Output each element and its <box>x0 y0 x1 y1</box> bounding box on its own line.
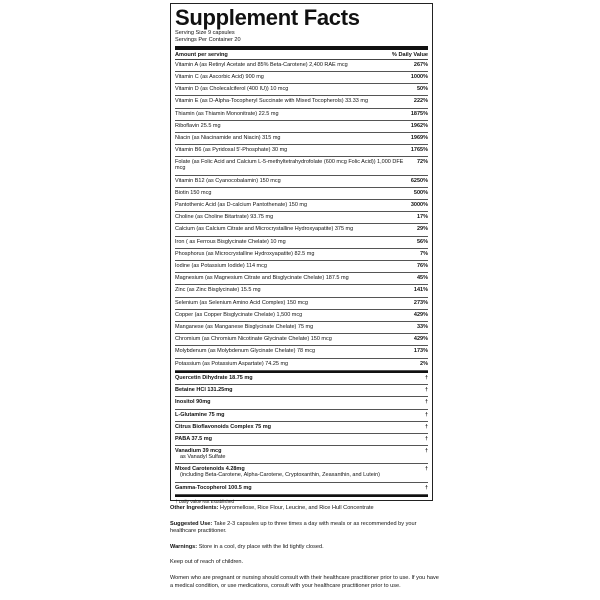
nutrient-name <box>175 190 411 196</box>
nutrient-row <box>175 72 428 84</box>
nutrient-name-text: Biotin 150 mcg <box>175 189 212 196</box>
nutrient-name <box>175 111 408 117</box>
other-ingredient-name-text: PABA 37.5 mg <box>175 435 212 442</box>
other-ingredient-sub-text: as Vanadyl Sulfate <box>180 454 226 461</box>
nutrient-name-text: Folate (as Folic Acid and Calcium L-5-methyltetrahydrofolate (600 mcg Folic Acid)) 1,000 DFE mcg <box>175 159 404 172</box>
nutrient-row <box>175 273 428 285</box>
panel-title: Supplement Facts <box>175 5 360 30</box>
nutrient-dv: 429% <box>413 311 428 318</box>
nutrient-row <box>175 145 428 157</box>
nutrient-name <box>175 159 414 171</box>
nutrient-name <box>175 239 414 245</box>
other-ingredient-name-text: Gamma-Tocopherol 100.5 mg <box>175 484 252 491</box>
other-ingredient-name <box>175 485 422 491</box>
nutrient-name-text: Calcium (as Calcium Citrate and Microcrystalline Hydroxyapatite) 375 mg <box>175 226 354 233</box>
other-ingredient-name-text: Citrus Bioflavonoids Complex 75 mg <box>175 423 271 430</box>
nutrient-name-text: Chromium (as Chromium Nicotinate Glycinate Chelate) 150 mcg <box>175 336 332 343</box>
nutrient-dv: 267% <box>413 61 428 68</box>
other-ingredient-name <box>175 399 422 405</box>
nutrient-row <box>175 224 428 236</box>
other-ingredient-name <box>175 424 422 430</box>
serving-size: Serving Size 9 capsules <box>175 30 235 36</box>
suggested-use-text: Take 2-3 capsules up to three times a day with meals or as recommended by your healthcare practitioner. <box>170 520 417 535</box>
nutrient-row <box>175 261 428 273</box>
other-ingredient-name <box>175 466 422 478</box>
nutrient-name-text: Riboflavin 25.5 mg <box>175 122 221 129</box>
other-ingredient-name-text: Mixed Carotenoids 4.28mg <box>175 466 245 473</box>
nutrient-dv: 222% <box>413 98 428 105</box>
nutrient-dv: 429% <box>413 336 428 343</box>
other-ingredients-list <box>175 373 428 495</box>
nutrient-dv: 273% <box>413 299 428 306</box>
suggested-use-label: Suggested Use: <box>170 520 213 527</box>
nutrient-row <box>175 249 428 261</box>
warnings-paragraph <box>170 544 440 552</box>
nutrient-name-text: Selenium (as Selenium Amino Acid Complex) 150 mcg <box>175 299 308 306</box>
nutrient-dv: 76% <box>416 263 428 270</box>
nutrient-name-text: Iodine (as Potassium Iodide) 114 mcg <box>175 263 267 270</box>
footnote: † Daily Value Not Established <box>175 498 234 504</box>
nutrient-name-text: Vitamin E (as D-Alpha-Tocopheryl Succinate with Mixed Tocopherols) 33.33 mg <box>175 98 368 105</box>
other-ingredient-name-text: Quercetin Dihydrate 18.75 mg <box>175 374 253 381</box>
nutrient-name <box>175 135 408 141</box>
nutrient-name <box>175 300 411 306</box>
nutrient-dv: 33% <box>416 324 428 331</box>
other-ingredient-row <box>175 422 428 434</box>
other-ingredient-name-text: Betaine HCl 131.25mg <box>175 387 233 394</box>
nutrient-row <box>175 157 428 175</box>
nutrient-name-text: Vitamin A (as Retinyl Acetate and 85% Beta-Carotene) 2,400 RAE mcg <box>175 61 348 68</box>
nutrient-row <box>175 200 428 212</box>
nutrient-name-text: Vitamin D (as Cholecalciferol (400 IU)) 10 mcg <box>175 86 289 93</box>
keep-out-text: Keep out of reach of children. <box>170 559 244 566</box>
nutrient-name-text: Potassium (as Potassium Aspartate) 74.25 mg <box>175 360 289 367</box>
nutrient-row <box>175 310 428 322</box>
nutrient-name <box>175 86 414 92</box>
other-ingredients-text: Hypromellose, Rice Flour, Leucine, and Rice Hull Concentrate <box>218 505 374 511</box>
nutrient-row <box>175 96 428 108</box>
nutrient-row <box>175 359 428 371</box>
nutrient-name <box>175 348 411 354</box>
dv-header: % Daily Value <box>391 51 428 58</box>
nutrient-row <box>175 121 428 133</box>
other-ingredient-dv: † <box>424 435 428 442</box>
nutrient-name-text: Phosphorus (as Microcrystalline Hydroxyapatite) 82.5 mg <box>175 250 315 257</box>
nutrient-name <box>175 147 408 153</box>
nutrient-name-text: Niacin (as Niacinamide and Niacin) 315 mg <box>175 135 281 142</box>
nutrient-row <box>175 133 428 145</box>
nutrient-name-text: Manganese (as Manganese Bisglycinate Chelate) 75 mg <box>175 324 314 331</box>
nutrient-dv: 56% <box>416 238 428 245</box>
nutrient-name-text: Vitamin B6 (as Pyridoxal 5'-Phosphate) 30 mg <box>175 147 288 154</box>
nutrient-name <box>175 202 408 208</box>
other-ingredient-dv: † <box>424 374 428 381</box>
other-ingredient-name <box>175 387 422 393</box>
nutrient-dv: 141% <box>413 287 428 294</box>
nutrient-row <box>175 176 428 188</box>
amount-header: Amount per serving <box>175 51 228 58</box>
other-ingredient-dv: † <box>424 399 428 406</box>
nutrient-name <box>175 251 417 257</box>
other-ingredient-row <box>175 410 428 422</box>
nutrient-name-text: Iron ( as Ferrous Bisglycinate Chelate) 10 mg <box>175 238 286 245</box>
warnings-label: Warnings: <box>170 543 198 550</box>
nutrient-row <box>175 334 428 346</box>
nutrient-dv: 1875% <box>410 110 428 117</box>
other-ingredient-dv: † <box>424 484 428 491</box>
other-ingredient-name-text: Vanadium 39 mcg <box>175 448 222 455</box>
nutrient-name-text: Choline (as Choline Bitartrate) 93.75 mg <box>175 214 274 221</box>
nutrient-row <box>175 60 428 72</box>
nutrient-dv: 45% <box>416 275 428 282</box>
other-ingredient-name-text: L-Glutamine 75 mg <box>175 411 225 418</box>
nutrient-dv: 72% <box>416 159 428 166</box>
other-ingredient-name-text: Inositol 90mg <box>175 399 211 406</box>
nutrient-dv: 173% <box>413 348 428 355</box>
nutrient-name <box>175 123 408 129</box>
servings-per-container: Servings Per Container 20 <box>175 37 241 44</box>
nutrient-name-text: Magnesium (as Magnesium Citrate and Bisglycinate Chelate) 187.5 mg <box>175 275 349 282</box>
other-ingredients-label: Other Ingredients: <box>170 505 219 511</box>
nutrient-name <box>175 214 414 220</box>
warnings-text: Store in a cool, dry place with the lid tightly closed. <box>197 543 324 550</box>
nutrient-list <box>175 60 428 371</box>
other-ingredient-dv: † <box>424 448 428 455</box>
other-ingredient-name <box>175 375 422 381</box>
nutrient-row <box>175 188 428 200</box>
nutrient-row <box>175 109 428 121</box>
nutrient-row <box>175 237 428 249</box>
nutrient-row <box>175 346 428 358</box>
nutrient-name-text: Vitamin C (as Ascorbic Acid) 900 mg <box>175 74 264 81</box>
nutrient-name-text: Zinc (as Zinc Bisglycinate) 15.5 mg <box>175 287 261 294</box>
nutrient-name <box>175 62 411 68</box>
other-ingredient-row <box>175 434 428 446</box>
nutrient-name-text: Thiamin (as Thiamin Mononitrate) 22.5 mg <box>175 110 279 117</box>
other-ingredient-name <box>175 436 422 442</box>
other-ingredient-row <box>175 385 428 397</box>
nutrient-dv: 500% <box>413 189 428 196</box>
nutrient-dv: 3000% <box>410 202 428 209</box>
nutrient-dv: 17% <box>416 214 428 221</box>
nutrient-name <box>175 226 414 232</box>
nutrient-name <box>175 336 411 342</box>
nutrient-row <box>175 285 428 297</box>
nutrient-dv: 7% <box>420 250 428 257</box>
nutrient-name <box>175 287 411 293</box>
other-ingredient-row <box>175 397 428 409</box>
label-text-below <box>170 505 440 598</box>
other-ingredient-dv: † <box>424 411 428 418</box>
other-ingredient-dv: † <box>424 387 428 394</box>
nutrient-name-text: Molybdenum (as Molybdenum Glycinate Chelate) 78 mcg <box>175 348 316 355</box>
nutrient-dv: 1000% <box>410 74 428 81</box>
nutrient-name <box>175 74 408 80</box>
supplement-facts-panel <box>170 3 433 504</box>
nutrient-name-text: Copper (as Copper Bisglycinate Chelate) 1,500 mcg <box>175 311 303 318</box>
other-ingredient-row <box>175 483 428 495</box>
nutrient-name <box>175 324 414 330</box>
other-ingredient-sub-text: (including Beta-Carotene, Alpha-Carotene, Cryptoxanthin, Zeaxanthin, and Lutein) <box>180 472 380 479</box>
nutrient-row <box>175 212 428 224</box>
column-header <box>175 50 428 60</box>
nutrient-name-text: Pantothenic Acid (as D-calcium Pantothenate) 150 mg <box>175 202 308 209</box>
other-ingredient-row <box>175 446 428 464</box>
nutrient-name <box>175 275 414 281</box>
other-ingredient-dv: † <box>424 423 428 430</box>
nutrient-dv: 1962% <box>410 122 428 129</box>
other-ingredient-row <box>175 464 428 482</box>
nutrient-row <box>175 84 428 96</box>
nutrient-name <box>175 312 411 318</box>
nutrient-dv: 1765% <box>410 147 428 154</box>
nutrient-name <box>175 361 417 367</box>
nutrient-dv: 29% <box>416 226 428 233</box>
nutrient-name-text: Vitamin B12 (as Cyanocobalamin) 150 mcg <box>175 177 281 184</box>
nutrient-dv: 2% <box>420 360 428 367</box>
other-ingredient-name <box>175 448 422 460</box>
nutrient-name <box>175 98 411 104</box>
nutrient-row <box>175 298 428 310</box>
pregnancy-warning-text: Women who are pregnant or nursing should consult with their healthcare practitioner prior to use. If you have a medical condition, or use medications, consult with your healthcare practitioner prior to use. <box>170 574 439 589</box>
nutrient-dv: 50% <box>416 86 428 93</box>
other-ingredient-name <box>175 412 422 418</box>
nutrient-dv: 6250% <box>410 177 428 184</box>
other-ingredient-row <box>175 373 428 385</box>
nutrient-dv: 1969% <box>410 135 428 142</box>
nutrient-row <box>175 322 428 334</box>
nutrient-name <box>175 178 408 184</box>
suggested-use-paragraph <box>170 521 440 536</box>
nutrient-name <box>175 263 414 269</box>
other-ingredients-paragraph <box>170 505 440 513</box>
other-ingredient-dv: † <box>424 466 428 473</box>
